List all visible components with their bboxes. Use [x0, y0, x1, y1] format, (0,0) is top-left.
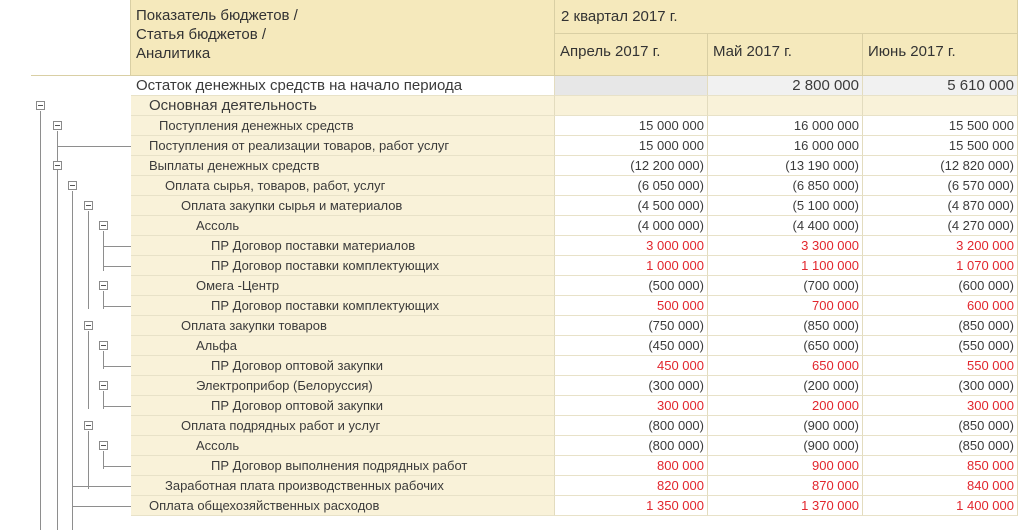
- value-cell-3[interactable]: (850 000): [863, 316, 1018, 336]
- row-label: Ассоль: [131, 216, 555, 236]
- value-cell-2[interactable]: 1 100 000: [708, 256, 863, 276]
- value-cell-1[interactable]: (4 000 000): [555, 216, 708, 236]
- value-cell-3[interactable]: (4 870 000): [863, 196, 1018, 216]
- row-label: ПР Договор оптовой закупки: [131, 396, 555, 416]
- value-cell-1[interactable]: [555, 96, 708, 116]
- value-cell-2[interactable]: 900 000: [708, 456, 863, 476]
- table-row[interactable]: [0, 356, 1018, 376]
- value-cell-2[interactable]: (13 190 000): [708, 156, 863, 176]
- table-row[interactable]: [0, 96, 1018, 116]
- value-cell-1[interactable]: (12 200 000): [555, 156, 708, 176]
- value-cell-3[interactable]: (300 000): [863, 376, 1018, 396]
- value-cell-3[interactable]: 1 070 000: [863, 256, 1018, 276]
- table-row[interactable]: [0, 76, 1018, 96]
- value-cell-3[interactable]: 300 000: [863, 396, 1018, 416]
- value-cell-1[interactable]: (300 000): [555, 376, 708, 396]
- row-label: Основная деятельность: [131, 96, 555, 116]
- value-cell-2[interactable]: (900 000): [708, 436, 863, 456]
- row-label: Омега -Центр: [131, 276, 555, 296]
- value-cell-1[interactable]: (800 000): [555, 416, 708, 436]
- table-row[interactable]: [0, 196, 1018, 216]
- row-label: Оплата закупки сырья и материалов: [131, 196, 555, 216]
- table-row[interactable]: [0, 296, 1018, 316]
- value-cell-3[interactable]: (4 270 000): [863, 216, 1018, 236]
- value-cell-2[interactable]: (5 100 000): [708, 196, 863, 216]
- value-cell-1[interactable]: 450 000: [555, 356, 708, 376]
- value-cell-1[interactable]: 820 000: [555, 476, 708, 496]
- period-header[interactable]: 2 квартал 2017 г.: [555, 0, 1018, 34]
- value-cell-1[interactable]: [555, 76, 708, 96]
- value-cell-3[interactable]: (550 000): [863, 336, 1018, 356]
- value-cell-1[interactable]: 15 000 000: [555, 116, 708, 136]
- month-header-april[interactable]: Апрель 2017 г.: [555, 34, 708, 76]
- value-cell-2[interactable]: 16 000 000: [708, 116, 863, 136]
- value-cell-2[interactable]: (900 000): [708, 416, 863, 436]
- value-cell-1[interactable]: (4 500 000): [555, 196, 708, 216]
- row-label: Оплата подрядных работ и услуг: [131, 416, 555, 436]
- table-row[interactable]: [0, 236, 1018, 256]
- row-label: Выплаты денежных средств: [131, 156, 555, 176]
- value-cell-3[interactable]: 840 000: [863, 476, 1018, 496]
- value-cell-1[interactable]: (6 050 000): [555, 176, 708, 196]
- row-label: ПР Договор поставки материалов: [131, 236, 555, 256]
- row-label: Оплата общехозяйственных расходов: [131, 496, 555, 516]
- month-header-may[interactable]: Май 2017 г.: [708, 34, 863, 76]
- value-cell-2[interactable]: (650 000): [708, 336, 863, 356]
- value-cell-2[interactable]: (700 000): [708, 276, 863, 296]
- value-cell-2[interactable]: 870 000: [708, 476, 863, 496]
- value-cell-3[interactable]: (12 820 000): [863, 156, 1018, 176]
- row-label: Альфа: [131, 336, 555, 356]
- header-title-line-3: Аналитика: [136, 45, 211, 62]
- value-cell-1[interactable]: (800 000): [555, 436, 708, 456]
- table-row[interactable]: [0, 216, 1018, 236]
- value-cell-3[interactable]: (600 000): [863, 276, 1018, 296]
- value-cell-3[interactable]: 1 400 000: [863, 496, 1018, 516]
- value-cell-3[interactable]: 5 610 000: [863, 76, 1018, 96]
- value-cell-2[interactable]: (200 000): [708, 376, 863, 396]
- row-label: Оплата закупки товаров: [131, 316, 555, 336]
- value-cell-1[interactable]: 1 350 000: [555, 496, 708, 516]
- month-header-june[interactable]: Июнь 2017 г.: [863, 34, 1018, 76]
- row-label: ПР Договор поставки комплектующих: [131, 256, 555, 276]
- value-cell-2[interactable]: 700 000: [708, 296, 863, 316]
- value-cell-2[interactable]: (4 400 000): [708, 216, 863, 236]
- tree-header-cell: [31, 0, 131, 76]
- table-row[interactable]: [0, 116, 1018, 136]
- value-cell-2[interactable]: 1 370 000: [708, 496, 863, 516]
- table-row[interactable]: [0, 156, 1018, 176]
- table-row[interactable]: [0, 436, 1018, 456]
- table-row[interactable]: [0, 136, 1018, 156]
- table-row[interactable]: [0, 476, 1018, 496]
- value-cell-1[interactable]: 3 000 000: [555, 236, 708, 256]
- row-label: ПР Договор оптовой закупки: [131, 356, 555, 376]
- value-cell-2[interactable]: 16 000 000: [708, 136, 863, 156]
- table-row[interactable]: [0, 376, 1018, 396]
- value-cell-2[interactable]: 2 800 000: [708, 76, 863, 96]
- header-title-line-2: Статья бюджетов /: [136, 26, 267, 43]
- value-cell-3[interactable]: 550 000: [863, 356, 1018, 376]
- value-cell-1[interactable]: (500 000): [555, 276, 708, 296]
- value-cell-3[interactable]: (6 570 000): [863, 176, 1018, 196]
- value-cell-2[interactable]: 3 300 000: [708, 236, 863, 256]
- value-cell-1[interactable]: 800 000: [555, 456, 708, 476]
- row-label: Ассоль: [131, 436, 555, 456]
- table-row[interactable]: [0, 496, 1018, 516]
- table-row[interactable]: [0, 316, 1018, 336]
- header-title-line-1: Показатель бюджетов /: [136, 7, 298, 24]
- row-label: ПР Договор поставки комплектующих: [131, 296, 555, 316]
- value-cell-1[interactable]: (450 000): [555, 336, 708, 356]
- row-label: Заработная плата производственных рабочих: [131, 476, 555, 496]
- value-cell-3[interactable]: 15 500 000: [863, 116, 1018, 136]
- row-label: Поступления от реализации товаров, работ услуг: [131, 136, 555, 156]
- value-cell-2[interactable]: (850 000): [708, 316, 863, 336]
- value-cell-2[interactable]: [708, 96, 863, 116]
- row-label: Оплата сырья, товаров, работ, услуг: [131, 176, 555, 196]
- row-label: Поступления денежных средств: [131, 116, 555, 136]
- value-cell-3[interactable]: 850 000: [863, 456, 1018, 476]
- row-label: ПР Договор выполнения подрядных работ: [131, 456, 555, 476]
- value-cell-2[interactable]: 650 000: [708, 356, 863, 376]
- table-row[interactable]: [0, 176, 1018, 196]
- value-cell-3[interactable]: [863, 96, 1018, 116]
- table-row[interactable]: [0, 256, 1018, 276]
- value-cell-3[interactable]: 3 200 000: [863, 236, 1018, 256]
- value-cell-1[interactable]: 15 000 000: [555, 136, 708, 156]
- value-cell-3[interactable]: (850 000): [863, 416, 1018, 436]
- row-label: Остаток денежных средств на начало периода: [131, 76, 555, 96]
- value-cell-1[interactable]: (750 000): [555, 316, 708, 336]
- value-cell-3[interactable]: 600 000: [863, 296, 1018, 316]
- value-cell-2[interactable]: (6 850 000): [708, 176, 863, 196]
- row-label: Электроприбор (Белоруссия): [131, 376, 555, 396]
- value-cell-2[interactable]: 200 000: [708, 396, 863, 416]
- value-cell-3[interactable]: (850 000): [863, 436, 1018, 456]
- value-cell-1[interactable]: 1 000 000: [555, 256, 708, 276]
- table-row[interactable]: [0, 336, 1018, 356]
- table-row[interactable]: [0, 416, 1018, 436]
- table-row[interactable]: [0, 456, 1018, 476]
- table-row[interactable]: [0, 396, 1018, 416]
- value-cell-1[interactable]: 300 000: [555, 396, 708, 416]
- value-cell-3[interactable]: 15 500 000: [863, 136, 1018, 156]
- value-cell-1[interactable]: 500 000: [555, 296, 708, 316]
- indicator-column-header[interactable]: [131, 0, 555, 76]
- table-row[interactable]: [0, 276, 1018, 296]
